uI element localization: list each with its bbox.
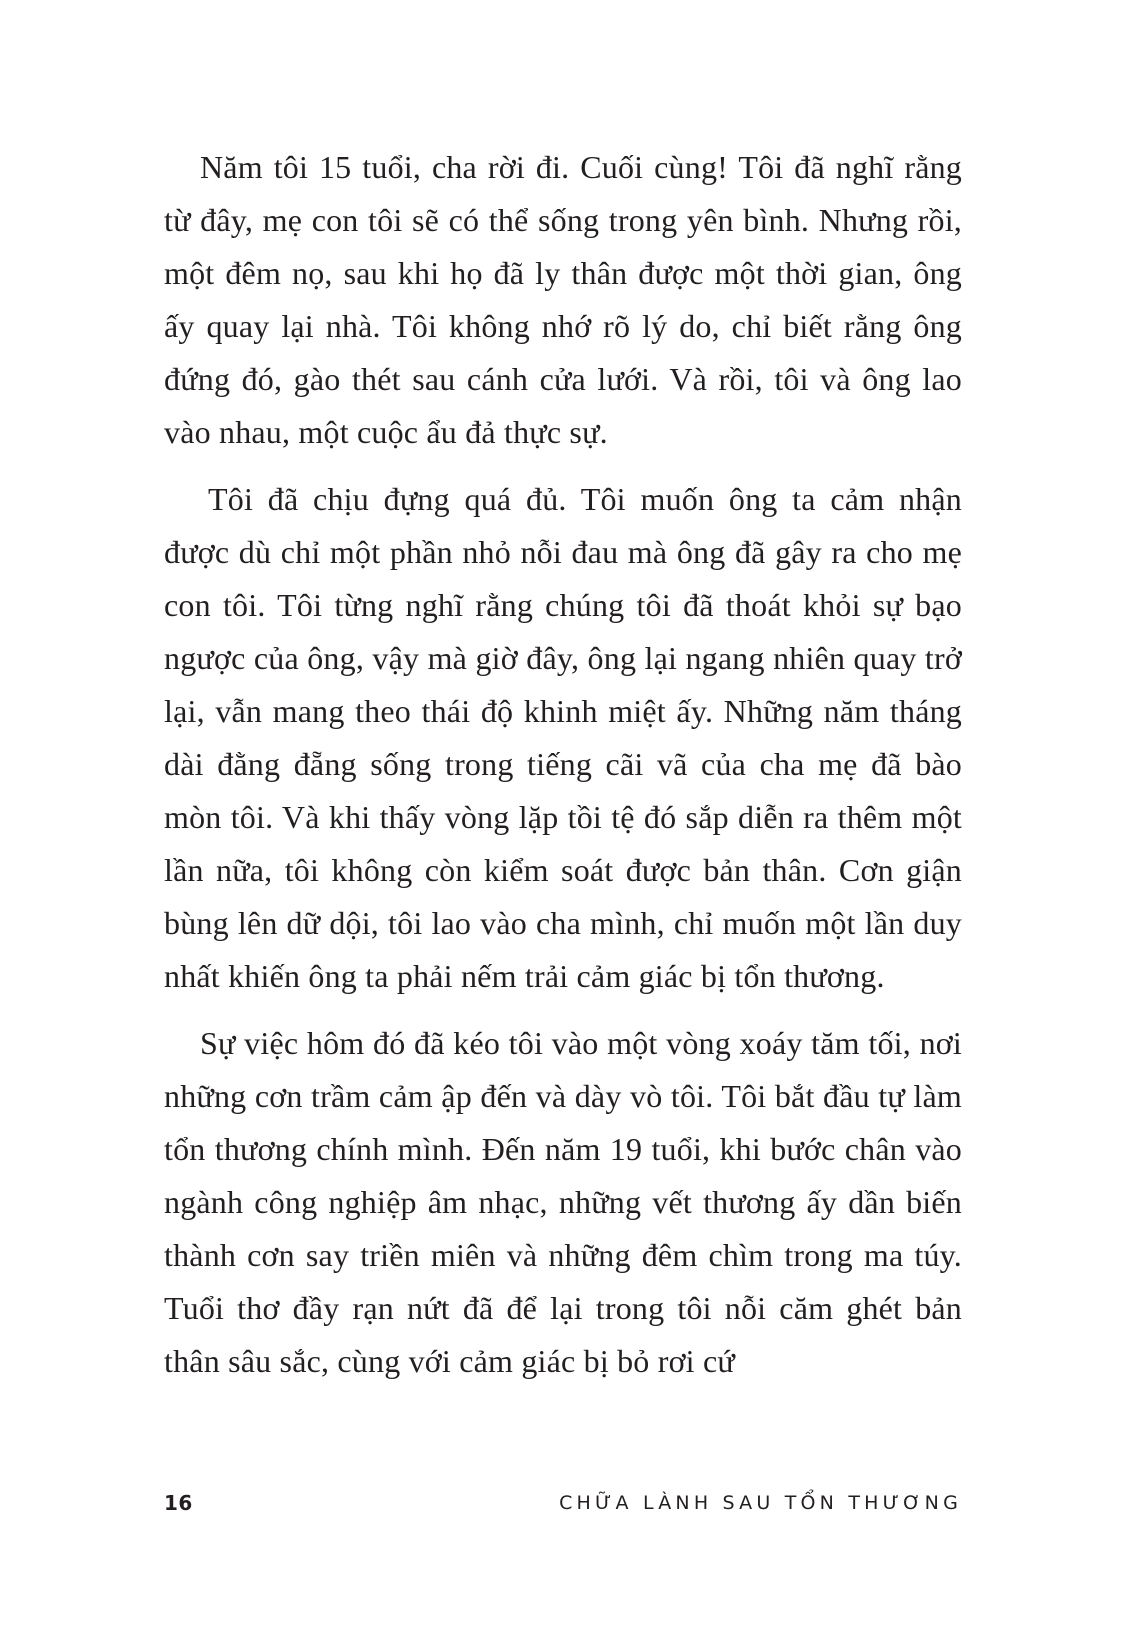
running-title: CHỮA LÀNH SAU TỔN THƯƠNG <box>559 1492 962 1514</box>
paragraph-2: Tôi đã chịu đựng quá đủ. Tôi muốn ông ta cảm nhận được dù chỉ một phần nhỏ nỗi đau mà ông đã gây ra cho mẹ con tôi. Tôi từng nghĩ rằng chúng tôi đã thoát khỏi sự bạo ngược của ông, vậy mà giờ đây, ông lại ngang nhiên quay trở lại, vẫn mang theo thái độ khinh miệt ấy. Những năm tháng dài đằng đẵng sống trong tiếng cãi vã của cha mẹ đã bào mòn tôi. Và khi thấy vòng lặp tồi tệ đó sắp diễn ra thêm một lần nữa, tôi không còn kiểm soát được bản thân. Cơn giận bùng lên dữ dội, tôi lao vào cha mình, chỉ muốn một lần duy nhất khiến ông ta phải nếm trải cảm giác bị tổn thương. <box>164 481 962 994</box>
page-footer <box>164 1488 962 1518</box>
paragraph-1: Năm tôi 15 tuổi, cha rời đi. Cuối cùng! Tôi đã nghĩ rằng từ đây, mẹ con tôi sẽ có thể sống trong yên bình. Nhưng rồi, một đêm nọ, sau khi họ đã ly thân được một thời gian, ông ấy quay lại nhà. Tôi không nhớ rõ lý do, chỉ biết rằng ông đứng đó, gào thét sau cánh cửa lưới. Và rồi, tôi và ông lao vào nhau, một cuộc ẩu đả thực sự. <box>164 149 962 450</box>
paragraph-3: Sự việc hôm đó đã kéo tôi vào một vòng xoáy tăm tối, nơi những cơn trầm cảm ập đến và dày vò tôi. Tôi bắt đầu tự làm tổn thương chính mình. Đến năm 19 tuổi, khi bước chân vào ngành công nghiệp âm nhạc, những vết thương ấy dần biến thành cơn say triền miên và những đêm chìm trong ma túy. Tuổi thơ đầy rạn nứt đã để lại trong tôi nỗi căm ghét bản thân sâu sắc, cùng với cảm giác bị bỏ rơi cứ <box>164 1025 962 1379</box>
body-text <box>164 141 962 1388</box>
page-number: 16 <box>164 1491 193 1515</box>
